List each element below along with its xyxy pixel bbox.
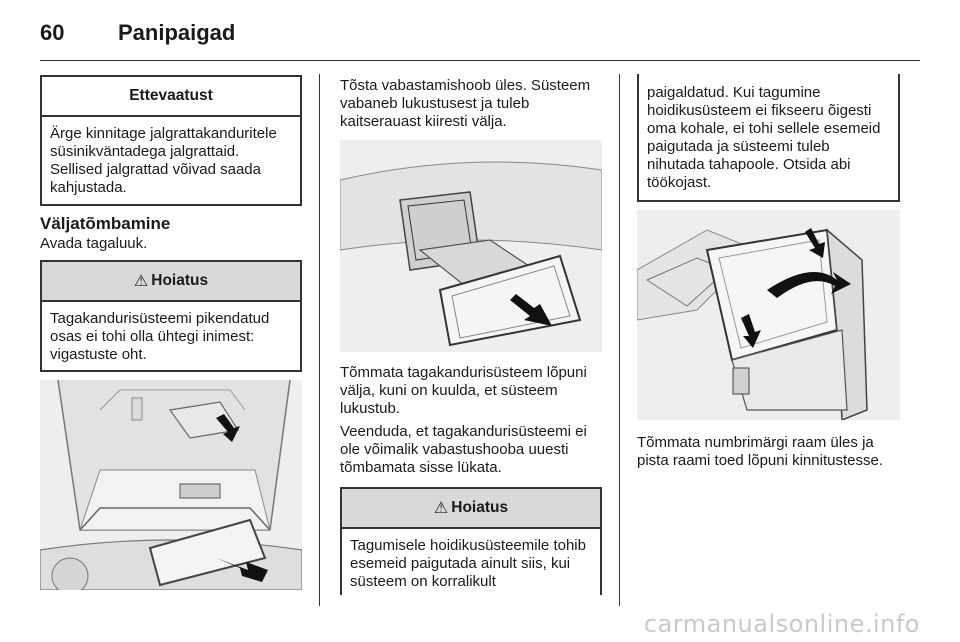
caution-title: Ettevaatust: [42, 77, 300, 117]
warning-text-2: Tagumisele hoidikusüsteemile tohib esemeid paigutada ainult siis, kui süsteem on korralikult: [350, 537, 586, 590]
warning-box-2: [340, 487, 602, 595]
warning-title-text-2: Hoiatus: [451, 499, 509, 516]
instruction-raise-frame: Tõmmata numbrimärgi raam üles ja pista raami toed lõpuni kinnitustesse.: [637, 434, 883, 469]
instruction-pull-out: Tõmmata tagakandurisüsteem lõpuni välja, kuni on kuulda, et süsteem lukustub.: [340, 364, 587, 417]
warning-title-1: [42, 262, 300, 302]
column-divider-2: [619, 74, 620, 606]
caution-box: [40, 75, 302, 206]
instruction-raise-lever: Tõsta vabastamishoob üles. Süsteem vabaneb lukustusest ja tuleb kaitserauast kiiresti välja.: [340, 77, 591, 130]
figure-plate-frame: [637, 210, 900, 420]
trunk-illustration: [40, 380, 302, 590]
page-title: Panipaigad: [118, 20, 236, 45]
column-divider-1: [319, 74, 320, 606]
instruction-check-lock: Veenduda, et tagakandurisüsteemi ei ole võimalik vabastushooba uuesti tõmbamata sisse lükata.: [340, 423, 587, 476]
warning-box-2-continued: [637, 74, 900, 202]
figure-carrier-extended: [340, 140, 602, 352]
warning-title-text-1: Hoiatus: [151, 272, 209, 289]
plate-frame-illustration: [637, 210, 900, 420]
figure-trunk-release: [40, 380, 302, 590]
warning-text-2-continued: paigaldatud. Kui tagumine hoidikusüsteem ei fikseeru õigesti oma kohale, ei tohi sellele esemeid paigutada ja süsteemi tuleb nihutada tahapoole. Otsida abi töökojast.: [647, 84, 881, 191]
watermark: carmanualsonline.info: [643, 610, 920, 638]
warning-title-2: [342, 489, 600, 529]
section-heading: Väljatõmbamine: [40, 214, 171, 233]
page-number: 60: [40, 20, 65, 45]
warning-icon: ⚠: [433, 500, 449, 517]
page-header: [40, 14, 920, 58]
warning-icon: ⚠: [133, 273, 149, 290]
warning-text-1: Tagakandurisüsteemi pikendatud osas ei tohi olla ühtegi inimest: vigastuste oht.: [50, 310, 270, 363]
caution-text: Ärge kinnitage jalgrattakanduritele süsinikväntadega jalgrattaid. Sellised jalgrattad võivad saada kahjustada.: [50, 125, 277, 196]
warning-box-1: [40, 260, 302, 372]
carrier-illustration: [340, 140, 602, 352]
header-rule: [40, 60, 920, 61]
intro-text: Avada tagaluuk.: [40, 235, 148, 252]
